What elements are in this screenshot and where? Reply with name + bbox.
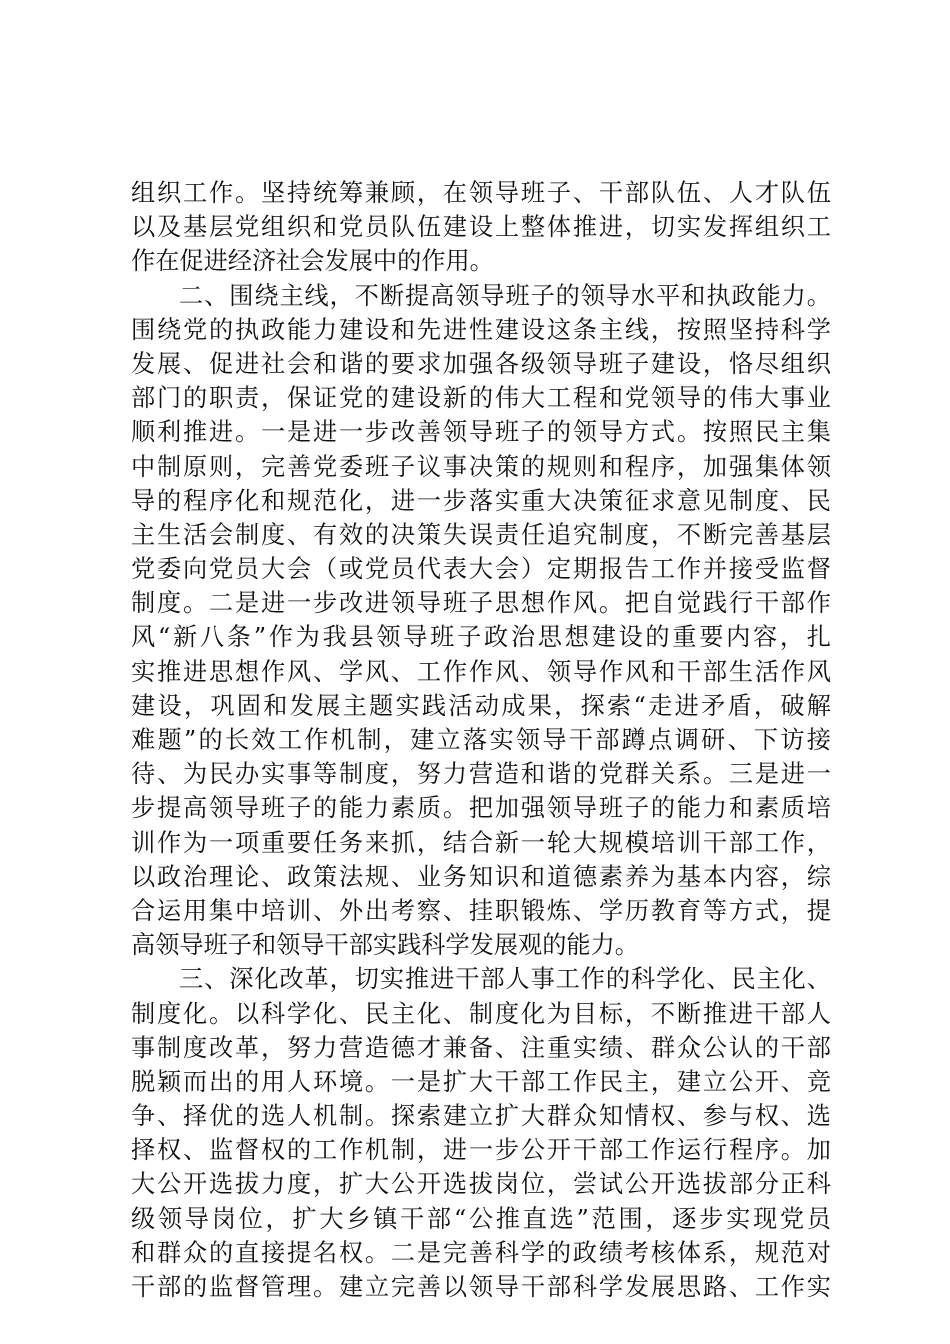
text-line: 制度。二是进一步改进领导班子思想作风。把自觉践行干部作: [131, 589, 831, 618]
text-line: 顺利推进。一是进一步改善领导班子的领导方式。按照民主集: [131, 418, 831, 447]
text-line: 三、深化改革，切实推进干部人事工作的科学化、民主化、: [179, 965, 831, 994]
text-line: 级领导岗位，扩大乡镇干部“公推直选”范围，逐步实现党员: [131, 1204, 831, 1233]
text-line: 主生活会制度、有效的决策失误责任追究制度，不断完善基层: [131, 520, 831, 549]
text-line: 组织工作。坚持统筹兼顾，在领导班子、干部队伍、人才队伍: [131, 179, 831, 207]
text-line: 合运用集中培训、外出考察、挂职锻炼、学历教育等方式，提: [131, 896, 831, 925]
text-line: 中制原则，完善党委班子议事决策的规则和程序，加强集体领: [131, 452, 831, 481]
text-line: 干部的监督管理。建立完善以领导干部科学发展思路、工作实: [131, 1273, 831, 1301]
text-line: 作在促进经济社会发展中的作用。: [131, 247, 494, 276]
text-line: 争、择优的选人机制。探索建立扩大群众知情权、参与权、选: [131, 1102, 831, 1131]
text-line: 建设，巩固和发展主题实践活动成果，探索“走进矛盾，破解: [131, 691, 831, 720]
text-line: 大公开选拔力度，扩大公开选拔岗位，尝试公开选拔部分正科: [131, 1170, 831, 1199]
text-line: 难题”的长效工作机制，建立落实领导干部蹲点调研、下访接: [131, 726, 831, 754]
text-line: 待、为民办实事等制度，努力营造和谐的党群关系。三是进一: [131, 760, 831, 789]
text-line: 高领导班子和领导干部实践科学发展观的能力。: [131, 931, 639, 960]
document-body: [131, 176, 831, 1304]
text-line: 党委向党员大会（或党员代表大会）定期报告工作并接受监督: [131, 555, 831, 584]
text-line: 步提高领导班子的能力素质。把加强领导班子的能力和素质培: [131, 794, 831, 823]
text-line: 部门的职责，保证党的建设新的伟大工程和党领导的伟大事业: [131, 384, 831, 413]
text-line: 脱颖而出的用人环境。一是扩大干部工作民主，建立公开、竞: [131, 1067, 831, 1096]
text-line: 导的程序化和规范化，进一步落实重大决策征求意见制度、民: [131, 486, 831, 515]
text-line: 和群众的直接提名权。二是完善科学的政绩考核体系，规范对: [131, 1238, 831, 1267]
text-line: 择权、监督权的工作机制，进一步公开干部工作运行程序。加: [131, 1136, 831, 1165]
text-line: 发展、促进社会和谐的要求加强各级领导班子建设，恪尽组织: [131, 349, 831, 378]
text-line: 实推进思想作风、学风、工作作风、领导作风和干部生活作风: [131, 657, 831, 686]
text-line: 事制度改革，努力营造德才兼备、注重实绩、群众公认的干部: [131, 1033, 831, 1062]
text-line: 风“新八条”作为我县领导班子政治思想建设的重要内容，扎: [131, 623, 831, 652]
text-line: 围绕党的执政能力建设和先进性建设这条主线，按照坚持科学: [131, 315, 831, 344]
text-line: 训作为一项重要任务来抓，结合新一轮大规模培训干部工作，: [131, 828, 831, 857]
text-line: 制度化。以科学化、民主化、制度化为目标，不断推进干部人: [131, 999, 831, 1028]
text-line: 二、围绕主线，不断提高领导班子的领导水平和执政能力。: [179, 281, 831, 310]
text-line: 以政治理论、政策法规、业务知识和道德素养为基本内容，综: [131, 862, 831, 891]
text-line: 以及基层党组织和党员队伍建设上整体推进，切实发挥组织工: [131, 213, 831, 242]
